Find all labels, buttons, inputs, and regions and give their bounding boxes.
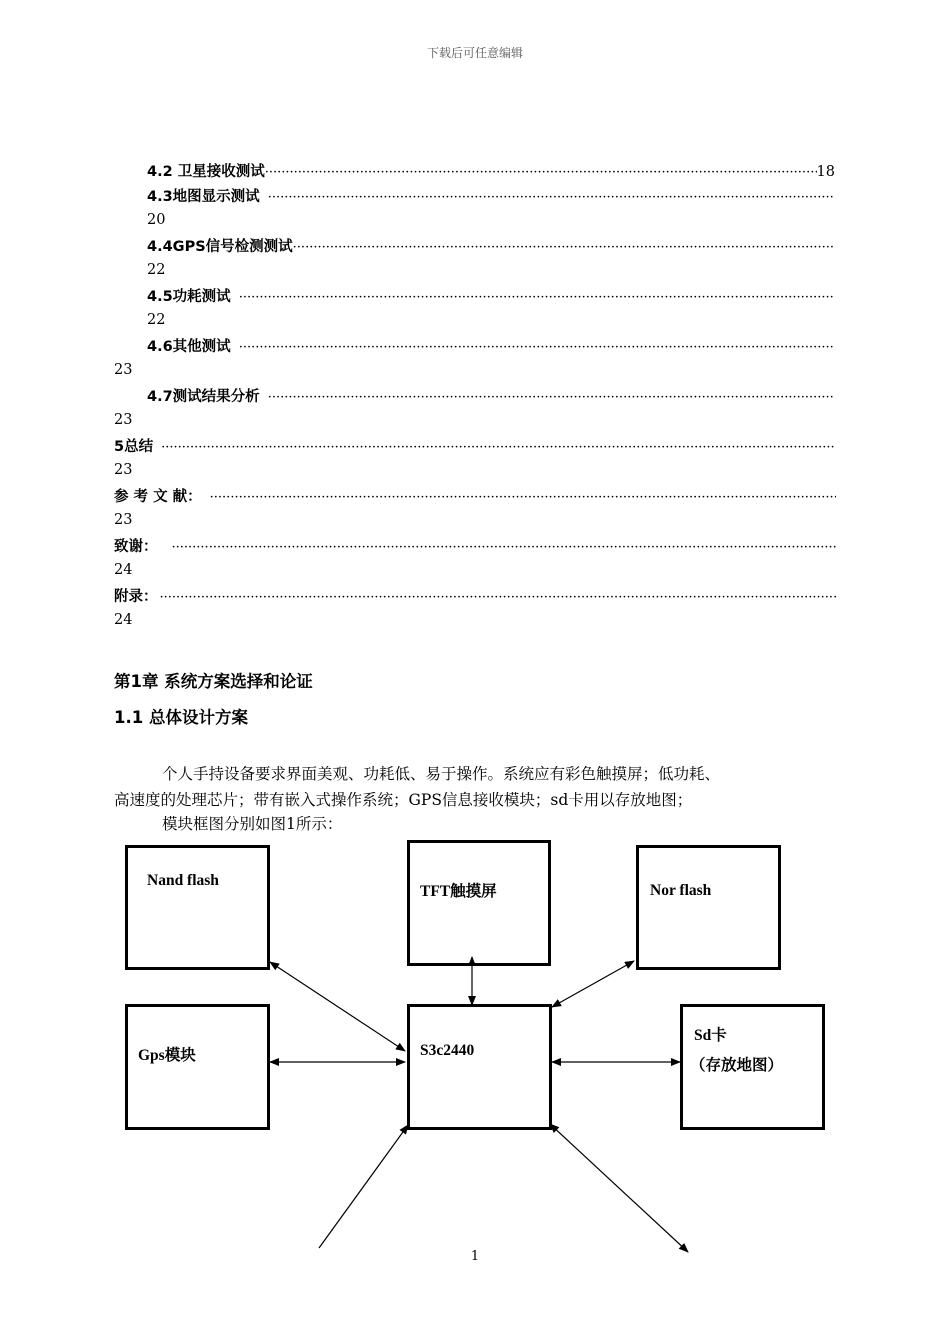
- toc-entry-page: 23: [114, 362, 133, 378]
- sd-card-sublabel: （存放地图）: [690, 1057, 784, 1074]
- toc-entry-title: 4.6其他测试: [147, 339, 231, 355]
- gps-module-box: [125, 1004, 270, 1130]
- sd-card-label: Sd卡: [694, 1027, 727, 1044]
- toc-entry-page: 20: [147, 212, 166, 228]
- toc-entry-page: 23: [114, 462, 133, 478]
- toc-entry-title: 4.4GPS信号检测测试: [147, 239, 293, 255]
- toc-entry-title: 参 考 文 献：: [114, 489, 202, 505]
- gps-module-label: Gps模块: [138, 1047, 196, 1064]
- nor-flash-box: [636, 845, 781, 970]
- toc-entry-page: 23: [114, 512, 133, 528]
- nand-flash-label: Nand flash: [147, 872, 219, 889]
- nand-flash-box: [125, 845, 270, 970]
- toc-entry-page: 23: [114, 412, 133, 428]
- toc-entry-page: 24: [114, 612, 133, 628]
- toc-entry-title: 附录：: [114, 589, 158, 605]
- body-text-line: 模块框图分别如图1所示：: [162, 815, 343, 833]
- cpu-s3c2440-box: [407, 1004, 552, 1130]
- arrow-nand-cpu: [270, 962, 405, 1051]
- toc-entry-page: 24: [114, 562, 133, 578]
- tft-touchscreen-box: [407, 840, 551, 966]
- page-number: 1: [470, 1249, 480, 1264]
- page-header: 下载后可任意编辑: [426, 46, 523, 60]
- toc-entry-title: 4.3地图显示测试: [147, 189, 260, 205]
- body-text-line: 个人手持设备要求界面美观、功耗低、易于操作。系统应有彩色触摸屏；低功耗、: [162, 765, 721, 783]
- arrow-nor-cpu: [552, 961, 634, 1007]
- body-text-line: 高速度的处理芯片；带有嵌入式操作系统；GPS信息接收模块；sd卡用以存放地图；: [114, 791, 693, 809]
- toc-entry-title: 5总结: [114, 439, 154, 455]
- cpu-s3c2440-label: S3c2440: [420, 1042, 475, 1059]
- toc-entry-title: 4.7测试结果分析: [147, 389, 260, 405]
- nor-flash-label: Nor flash: [650, 882, 712, 899]
- arrow-lower-right: [550, 1124, 688, 1252]
- toc-entry-page: 22: [147, 312, 166, 328]
- toc-entry-title: 4.5功耗测试: [147, 289, 231, 305]
- arrow-lower-left: [319, 1125, 408, 1248]
- toc-entry-title: 4.2 卫星接收测试: [147, 164, 265, 180]
- toc-entry-title: 致谢：: [114, 539, 158, 555]
- section-title: 1.1 总体设计方案: [114, 708, 248, 727]
- chapter-title: 第1章 系统方案选择和论证: [114, 672, 313, 691]
- toc-entry-page: 22: [147, 262, 166, 278]
- tft-touchscreen-label: TFT触摸屏: [420, 883, 497, 900]
- toc-entry-page: 18: [816, 164, 835, 180]
